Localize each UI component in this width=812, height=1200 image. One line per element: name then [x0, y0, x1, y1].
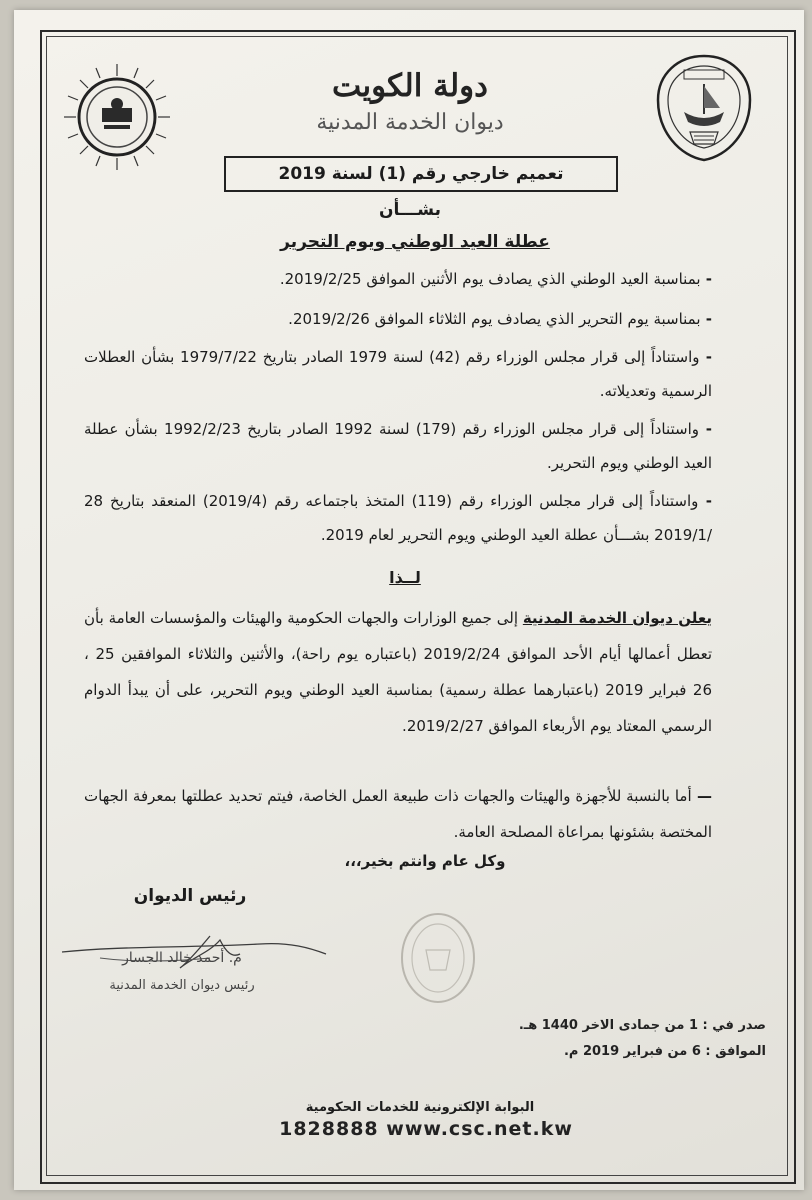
- therefore-label: لــذا: [389, 568, 421, 587]
- signatory-title: رئيس الديوان: [133, 886, 247, 906]
- official-stamp-icon: [398, 910, 478, 1006]
- clause-1: - بمناسبة العيد الوطني الذي يصادف يوم الأثنين الموافق 2019/2/25.: [279, 270, 712, 288]
- issue-date-gregorian: الموافق : 6 من فبراير 2019 م.: [563, 1044, 766, 1059]
- clause-text: بمناسبة يوم التحرير الذي يصادف يوم الثلاثاء الموافق 2019/2/26.: [288, 310, 701, 328]
- circular-subject: عطلة العيد الوطني ويوم التحرير: [280, 232, 550, 252]
- csc-logo-icon: [62, 62, 172, 172]
- clause-text: بمناسبة العيد الوطني الذي يصادف يوم الأثنين الموافق 2019/2/25.: [279, 270, 701, 288]
- issue-date-hijri: صدر في : 1 من جمادى الاخر 1440 هـ.: [518, 1018, 766, 1033]
- footer-contact: [236, 1118, 616, 1140]
- special-note-text: أما بالنسبة للأجهزة والهيئات والجهات ذات طبيعة العمل الخاصة، فيتم تحديد عطلتها بمعرفة الجهات المختصة بشئونها بمراعاة المصلحة العامة.: [84, 787, 712, 841]
- greeting: وكل عام وانتم بخير،،،: [344, 852, 506, 870]
- footer-website: www.csc.net.kw: [386, 1118, 573, 1140]
- clause-4: - واستناداً إلى قرار مجلس الوزراء رقم (179) لسنة 1992 الصادر بتاريخ 1992/2/23 بشأن عطلة العيد الوطني ويوم التحرير.: [84, 420, 712, 472]
- special-note: — أما بالنسبة للأجهزة والهيئات والجهات ذات طبيعة العمل الخاصة، فيتم تحديد عطلتها بمعرفة الجهات المختصة بشئونها بمراعاة المصلحة العامة.: [84, 787, 712, 841]
- announcement-lead: يعلن ديوان الخدمة المدنية: [522, 609, 713, 627]
- circular-title: تعميم خارجي رقم (1) لسنة 2019: [224, 156, 618, 192]
- signatory-name: م. أحمد خالد الجسار: [122, 950, 242, 966]
- footer-portal-name: البوابة الإلكترونية للخدمات الحكومية: [305, 1100, 535, 1115]
- clause-text: واستناداً إلى قرار مجلس الوزراء رقم (42) لسنة 1979 الصادر بتاريخ 1979/7/22 بشأن العطلات الرسمية وتعديلاته.: [84, 348, 712, 400]
- clause-text: واستناداً إلى قرار مجلس الوزراء رقم (179) لسنة 1992 الصادر بتاريخ 1992/2/23 بشأن عطلة العيد الوطني ويوم التحرير.: [84, 420, 712, 472]
- clause-5: - واستناداً إلى قرار مجلس الوزراء رقم (119) المتخذ باجتماعه رقم (2019/4) المنعقد بتاريخ 28 /2019/1 بشـــأن عطلة العيد الوطني ويوم التحرير لعام 2019.: [84, 492, 712, 544]
- announcement-paragraph: [84, 600, 712, 744]
- clause-text: واستناداً إلى قرار مجلس الوزراء رقم (119) المتخذ باجتماعه رقم (2019/4) المنعقد بتاريخ 28 /2019/1 بشـــأن عطلة العيد الوطني ويوم التحرير لعام 2019.: [84, 492, 712, 544]
- state-name: دولة الكويت: [332, 68, 488, 104]
- kuwait-emblem-icon: [650, 52, 758, 164]
- bureau-name: ديوان الخدمة المدنية: [316, 110, 504, 135]
- signatory-role: رئيس ديوان الخدمة المدنية: [109, 978, 255, 993]
- clause-2: - بمناسبة يوم التحرير الذي يصادف يوم الثلاثاء الموافق 2019/2/26.: [288, 310, 712, 328]
- clause-3: - واستناداً إلى قرار مجلس الوزراء رقم (42) لسنة 1979 الصادر بتاريخ 1979/7/22 بشأن العطلات الرسمية وتعديلاته.: [84, 348, 712, 400]
- footer-phone: 1828888: [279, 1118, 379, 1140]
- regarding-label: بشـــأن: [378, 200, 441, 220]
- announcement-text: إلى جميع الوزارات والجهات الحكومية والهيئات والمؤسسات العامة بأن تعطل أعمالها أيام الأحد الموافق 2019/2/24 (باعتباره يوم راحة)، والأثنين والثلاثاء الموافقين 25 ، 26 فبراير 2019 (باعتبارهما عطلة رسمية) بمناسبة العيد الوطني ويوم التحرير، على أن يبدأ الدوام الرسمي المعتاد يوم الأربعاء الموافق 2019/2/27.: [84, 609, 713, 735]
